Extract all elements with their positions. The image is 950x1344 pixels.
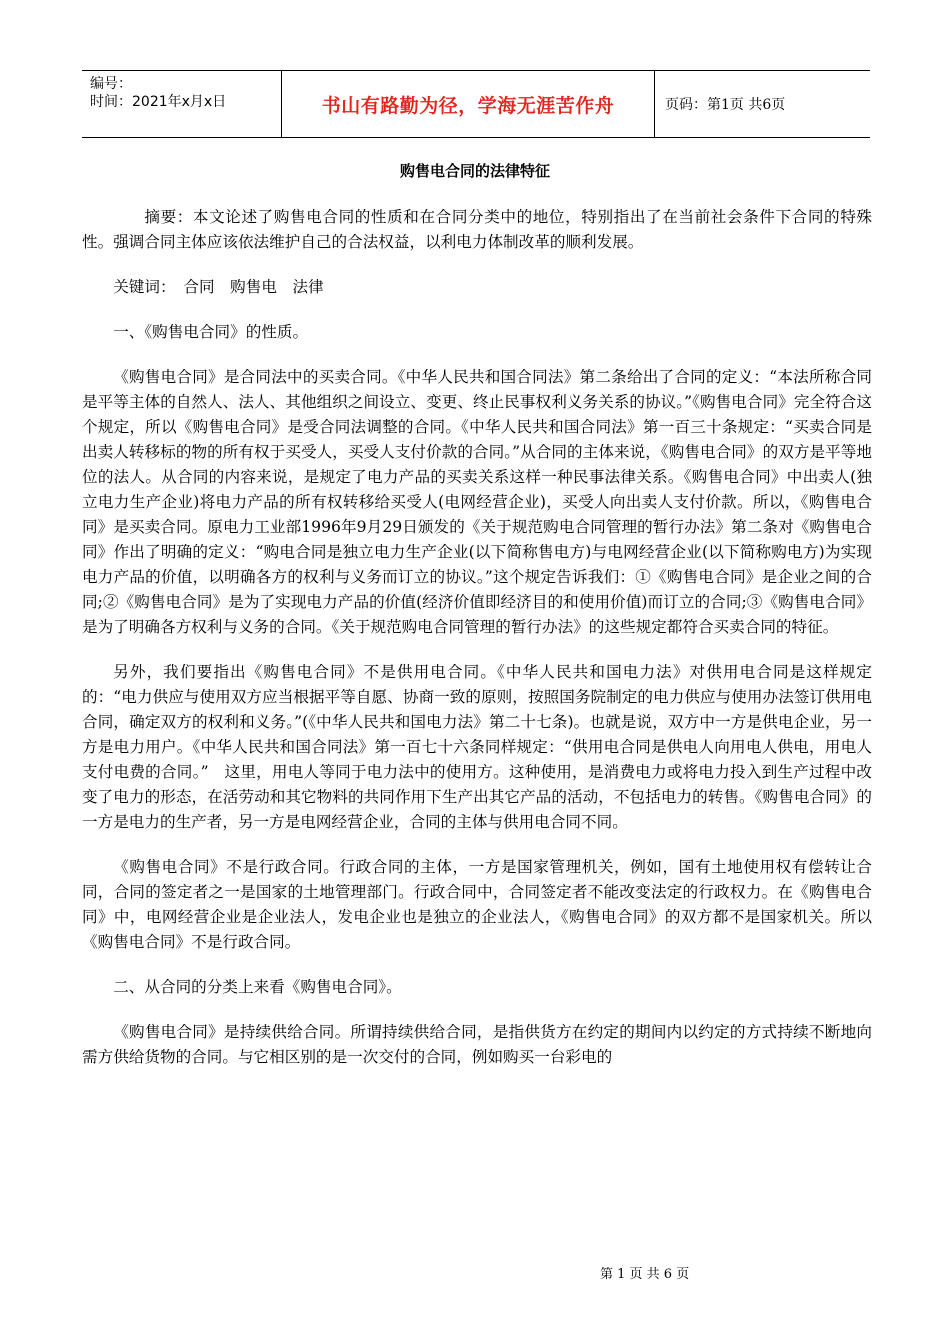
section-heading-1: 一、《购售电合同》的性质。	[113, 323, 309, 341]
date-line: 时间：2021年x月x日	[90, 94, 227, 110]
header-page-info: 页码：第1页 共6页	[665, 97, 786, 113]
body-paragraph: 《购售电合同》是持续供给合同。所谓持续供给合同，是指供货方在约定的期间内以约定的方式持续不断地向需方供给货物的合同。与它相区别的是一次交付的合同，例如购买一台彩电的	[82, 1023, 872, 1066]
body-paragraph: 另外，我们要指出《购售电合同》不是供用电合同。《中华人民共和国电力法》对供用电合同是这样规定的：“电力供应与使用双方应当根据平等自愿、协商一致的原则，按照国务院制定的电力供应与使用办法签订供用电合同，确定双方的权利和义务。”(《中华人民共和国电力法》第二十七条)。也就是说，双方中一方是供电企业，另一方是电力用户。《中华人民共和国合同法》第一百七十六条同样规定：“供用电合同是供电人向用电人供电，用电人支付电费的合同。” 这里，用电人等同于电力法中的使用方。这种使用，是消费电力或将电力投入到生产过程中改变了电力的形态，在活劳动和其它物料的共同作用下生产出其它产品的活动，不包括电力的转售。《购售电合同》的一方是电力的生产者，另一方是电网经营企业，合同的主体与供用电合同不同。	[82, 663, 872, 831]
page-header	[82, 70, 870, 138]
header-motto: 书山有路勤为径，学海无涯苦作舟	[282, 71, 655, 137]
document-body	[82, 205, 872, 1090]
page-footer: 第 1 页 共 6 页	[600, 1267, 690, 1282]
body-paragraph: 《购售电合同》不是行政合同。行政合同的主体，一方是国家管理机关，例如，国有土地使用权有偿转让合同，合同的签定者之一是国家的土地管理部门。行政合同中，合同签定者不能改变法定的行政权力。在《购售电合同》中，电网经营企业是企业法人，发电企业也是独立的企业法人，《购售电合同》的双方都不是国家机关。所以《购售电合同》不是行政合同。	[82, 858, 872, 951]
body-paragraph: 《购售电合同》是合同法中的买卖合同。《中华人民共和国合同法》第二条给出了合同的定义：“本法所称合同是平等主体的自然人、法人、其他组织之间设立、变更、终止民事权利义务关系的协议。”《购售电合同》完全符合这个规定，所以《购售电合同》是受合同法调整的合同。《中华人民共和国合同法》第一百三十条规定：“买卖合同是出卖人转移标的物的所有权于买受人，买受人支付价款的合同。”从合同的主体来说，《购售电合同》的双方是平等地位的法人。从合同的内容来说，是规定了电力产品的买卖关系这样一种民事法律关系。《购售电合同》中出卖人(独立电力生产企业)将电力产品的所有权转移给买受人(电网经营企业)，买受人向出卖人支付价款。所以，《购售电合同》是买卖合同。原电力工业部1996年9月29日颁发的《关于规范购电合同管理的暂行办法》第二条对《购售电合同》作出了明确的定义：“购电合同是独立电力生产企业(以下简称售电方)与电网经营企业(以下简称购电方)为实现电力产品的价值，以明确各方的权利与义务而订立的协议。”这个规定告诉我们：①《购售电合同》是企业之间的合同;②《购售电合同》是为了实现电力产品的价值(经济价值即经济目的和使用价值)而订立的合同;③《购售电合同》是为了明确各方权利与义务的合同。《关于规范购电合同管理的暂行办法》的这些规定都符合买卖合同的特征。	[82, 368, 872, 636]
section-heading-2: 二、从合同的分类上来看《购售电合同》。	[113, 978, 402, 996]
keywords-paragraph: 关键词： 合同 购售电 法律	[113, 278, 324, 296]
abstract-paragraph: 摘要：本文论述了购售电合同的性质和在合同分类中的地位，特别指出了在当前社会条件下合同的特殊性。强调合同主体应该依法维护自己的合法权益，以利电力体制改革的顺利发展。	[82, 208, 872, 251]
header-meta	[82, 71, 282, 137]
document-title: 购售电合同的法律特征	[399, 162, 550, 180]
number-label: 编号：	[90, 76, 132, 92]
